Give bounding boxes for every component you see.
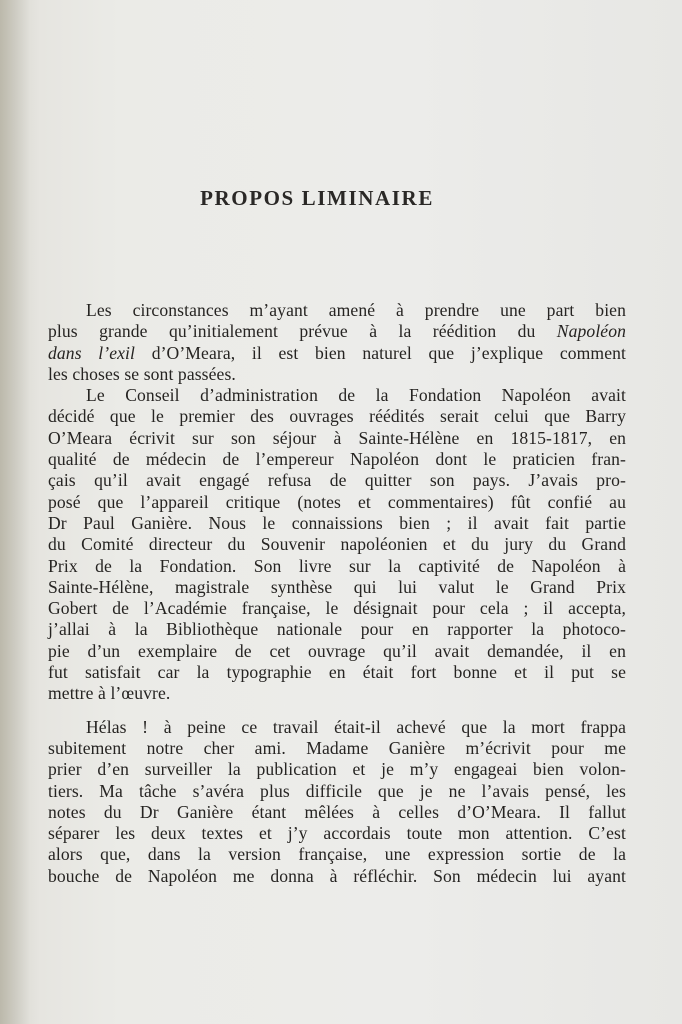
text-line: tiers. Ma tâche s’avéra plus difficile que je ne l’avais pensé, les — [48, 780, 626, 801]
text-line: qualité de médecin de l’empereur Napoléon dont le praticien fran- — [48, 449, 626, 470]
text-fragment: plus grande qu’initialement prévue à la réédition du — [48, 321, 536, 342]
text-line: pie d’un exemplaire de cet ouvrage qu’il avait demandée, il en — [48, 640, 626, 661]
paragraph-2 — [48, 385, 626, 704]
text-line: Dr Paul Ganière. Nous le connaissions bien ; il avait fait partie — [48, 512, 626, 533]
text-line: subitement notre cher ami. Madame Ganière m’écrivit pour me — [48, 737, 626, 758]
text-line: Les circonstances m’ayant amené à prendre une part bien — [86, 300, 626, 320]
text-line: alors que, dans la version française, une expression sortie de la — [48, 844, 626, 865]
text-line: çais qu’il avait engagé refusa de quitter son pays. J’avais pro- — [48, 470, 626, 491]
text-line: bouche de Napoléon me donna à réfléchir. Son médecin lui ayant — [48, 865, 626, 886]
text-line: j’allai à la Bibliothèque nationale pour en rapporter la photoco- — [48, 619, 626, 640]
text-line — [48, 343, 626, 364]
text-line: posé que l’appareil critique (notes et commentaires) fût confié au — [48, 491, 626, 512]
text-line: Sainte-Hélène, magistrale synthèse qui lui valut le Grand Prix — [48, 576, 626, 597]
text-line: prier d’en surveiller la publication et je m’y engageai bien volon- — [48, 759, 626, 780]
text-line — [48, 321, 626, 342]
text-line: O’Meara écrivit sur son séjour à Sainte-Hélène en 1815-1817, en — [48, 427, 626, 448]
text-fragment: d’O’Meara, il est bien naturel que j’explique comment — [151, 342, 627, 363]
italic-title: Napoléon — [556, 321, 627, 342]
text-line: mettre à l’œuvre. — [48, 683, 171, 704]
paragraph-3 — [48, 717, 626, 887]
body-text — [48, 300, 626, 887]
paragraph-1 — [48, 300, 626, 385]
text-line: notes du Dr Ganière étant mêlées à celles d’O’Meara. Il fallut — [48, 801, 626, 822]
text-line: Le Conseil d’administration de la Fondation Napoléon avait — [86, 385, 626, 406]
text-line: fut satisfait car la typographie en était fort bonne et il put se — [48, 662, 626, 683]
text-line: Gobert de l’Académie française, le désignait pour cela ; il accepta, — [48, 598, 626, 619]
text-line: décidé que le premier des ouvrages réédités serait celui que Barry — [48, 406, 626, 427]
chapter-title: PROPOS LIMINAIRE — [200, 186, 434, 210]
text-line: séparer les deux textes et j’y accordais toute mon attention. C’est — [48, 823, 626, 844]
text-line: les choses se sont passées. — [48, 363, 236, 384]
text-line: Prix de la Fondation. Son livre sur la captivité de Napoléon à — [48, 555, 626, 576]
italic-title: dans l’exil — [48, 342, 136, 363]
text-line: Hélas ! à peine ce travail était-il achevé que la mort frappa — [86, 716, 626, 737]
text-line: du Comité directeur du Souvenir napoléonien et du jury du Grand — [48, 534, 626, 555]
